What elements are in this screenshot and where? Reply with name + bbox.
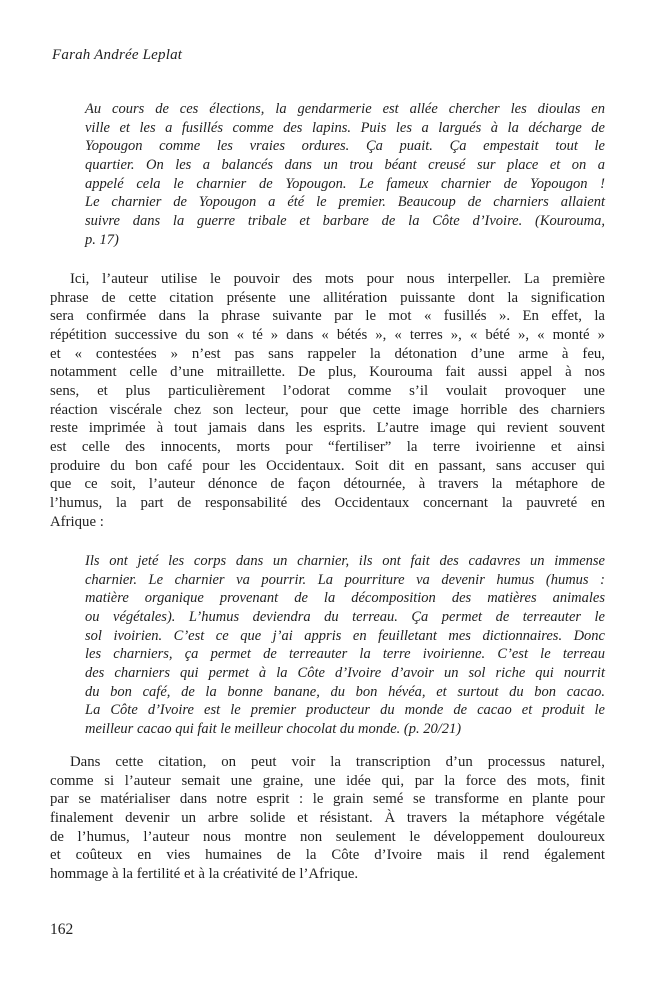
text-line: reste imprimée à tout jamais dans les esprits. L’autre image qui revient souvent — [50, 420, 605, 437]
text-line: Dans cette citation, on peut voir la transcription d’un processus naturel, — [70, 754, 605, 770]
text-line: Ils ont jeté les corps dans un charnier, ils ont fait des cadavres un immense — [85, 553, 605, 569]
text-line: p. 17) — [85, 231, 119, 248]
text-line: l’humus, la part de responsabilité des Occidentaux concernant la pauvreté en — [50, 494, 605, 511]
paragraph-analysis-1 — [50, 270, 605, 531]
text-line: et « contestées » n’est pas sans rappeler la détonation d’une arme à feu, — [50, 345, 605, 362]
text-line: Yopougon comme les vraies ordures. Ça puait. Ça empestait tout le — [85, 138, 605, 155]
text-line: notamment celle d’une mitraillette. De plus, Kourouma fait aussi appel à nos — [50, 364, 605, 381]
text-line: phrase de cette citation présente une allitération puissante dont la signification — [50, 289, 605, 306]
text-line: appelé cela le charnier de Yopougon. Le fameux charnier de Yopougon ! — [85, 175, 605, 192]
text-line: est celle des innocents, morts pour “fertiliser” la terre ivoirienne et ainsi — [50, 438, 605, 455]
text-line: comme si l’auteur semait une graine, une idée qui, par la force des mots, finit — [50, 772, 605, 789]
text-line: Ici, l’auteur utilise le pouvoir des mots pour nous interpeller. La première — [70, 271, 605, 287]
text-line: que ce soit, l’auteur dénonce de façon détournée, à travers la métaphore de — [50, 476, 605, 493]
text-line: meilleur cacao qui fait le meilleur chocolat du monde. (p. 20/21) — [85, 720, 462, 737]
text-line: réaction viscérale chez son lecteur, pour que cette image horrible des charniers — [50, 401, 605, 418]
text-line: La Côte d’Ivoire est le premier producteur du monde de cacao et produit le — [85, 702, 605, 719]
text-line: produire du bon café pour les Occidentaux. Soit dit en passant, sans accuser qui — [50, 457, 605, 474]
page-number: 162 — [50, 921, 74, 938]
text-line: Afrique : — [50, 513, 104, 530]
text-line: quartier. On les a balancés dans un trou béant creusé sur place et on a — [85, 156, 605, 173]
text-line: répétition successive du son « té » dans « bétés », « terres », « bété », « monté » — [50, 326, 605, 343]
text-line: sens, et plus particulièrement l’odorat comme s’il voulait provoquer une — [50, 382, 605, 399]
blockquote-kourouma-p20-21 — [85, 552, 605, 739]
text-line: Au cours de ces élections, la gendarmerie est allée chercher les dioulas en — [85, 101, 605, 117]
running-header-author: Farah Andrée Leplat — [52, 47, 183, 63]
text-line: charnier. Le charnier va pourrir. La pourriture va devenir humus (humus : — [85, 571, 605, 588]
text-line: Le charnier de Yopougon a été le premier. Beaucoup de charniers allaient — [85, 194, 605, 211]
text-line: sera confirmée dans la phrase suivante par le mot « fusillés ». En effet, la — [50, 308, 605, 325]
text-line: et coûteux en vies humaines de la Côte d’Ivoire mais il rend également — [50, 847, 605, 864]
text-line: par se matérialiser dans notre esprit : le grain semé se transforme en plante pour — [50, 791, 605, 808]
text-line: suivre dans la guerre tribale et barbare de la Côte d’Ivoire. (Kourouma, — [85, 212, 605, 229]
blockquote-kourouma-p17 — [85, 100, 605, 249]
text-line: de l’humus, l’auteur nous montre non seulement le développement douloureux — [50, 828, 605, 845]
text-line: des charniers qui permet à la Côte d’Ivoire d’avoir un sol riche qui nourrit — [85, 664, 605, 681]
text-line: les charniers, ça permet de terreauter la terre ivoirienne. C’est le terreau — [85, 646, 605, 663]
paragraph-analysis-2 — [50, 753, 605, 884]
text-line: ou végétales). L’humus deviendra du terreau. Ça permet de terreauter le — [85, 608, 605, 625]
text-line: sol ivoirien. C’est ce que j’ai appris en feuilletant mes dictionnaires. Donc — [85, 627, 605, 644]
text-line: finalement devenir un arbre solide et résistant. À travers la métaphore végétale — [50, 809, 605, 826]
text-line: du bon café, de la bonne banane, du bon hévéa, et surtout du bon cacao. — [85, 683, 605, 700]
text-line: hommage à la fertilité et à la créativité de l’Afrique. — [50, 865, 359, 882]
text-line: matière organique provenant de la décomposition des matières animales — [85, 590, 605, 607]
text-line: ville et les a fusillés comme des lapins. Puis les a largués à la décharge de — [85, 119, 605, 136]
